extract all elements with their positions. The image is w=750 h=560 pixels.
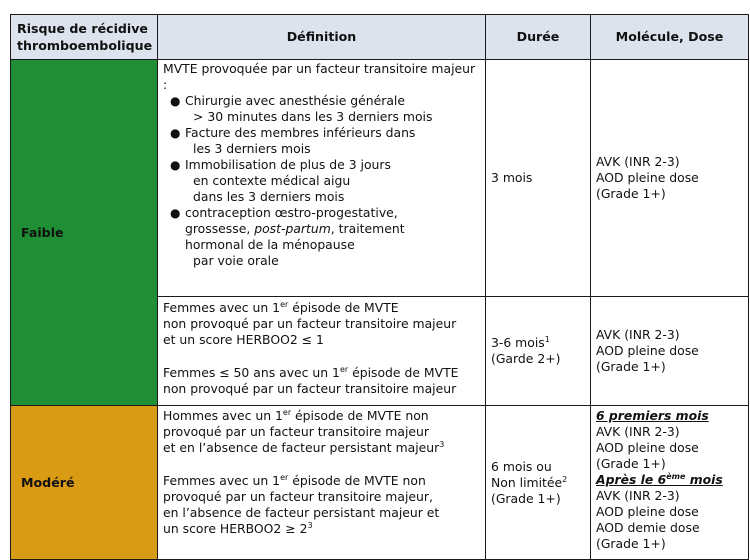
low-bullet-list: [163, 93, 480, 269]
bullet-icon: ●: [170, 206, 181, 220]
bullet-icon: ●: [170, 126, 181, 140]
table-row-low-1: [11, 60, 749, 297]
header-row: [11, 15, 749, 60]
after-six-months-heading: Après le 6ème mois: [596, 471, 723, 487]
first-six-months-heading: 6 premiers mois: [596, 408, 709, 423]
molecule-moderate: 6 premiers mois AVK (INR 2-3) AOD pleine dose (Grade 1+) Après le 6ème mois AVK (INR 2-3) AOD pleine dose AOD demie dose (Grade 1+): [591, 406, 749, 560]
category-moderate: Modéré: [11, 406, 158, 560]
definition-low-unprovoked-women: Femmes avec un 1er épisode de MVTE non provoqué par un facteur transitoire majeur et un score HERBOO2 ≤ 1 Femmes ≤ 50 ans avec un 1er épisode de MVTE non provoqué par un facteur transitoire majeur: [158, 297, 486, 406]
treatment-duration-table: [10, 14, 749, 560]
low-intro: MVTE provoquée par un facteur transitoire majeur :: [163, 61, 476, 92]
list-item: ● Chirurgie avec anesthésie générale > 30 minutes dans les 3 derniers mois: [170, 93, 433, 124]
list-item: ● contraception œstro-progestative, grossesse, post-partum, traitement hormonal de la ménopause par voie orale: [170, 205, 405, 268]
duree-moderate: 6 mois ou Non limitée$^2$ (Grade 1+): [486, 406, 591, 560]
header-definition: Définition: [158, 15, 486, 60]
duree-low-1: 3 mois: [486, 60, 591, 297]
definition-moderate: Hommes avec un 1er épisode de MVTE non provoqué par un facteur transitoire majeur et en l’absence de facteur persistant majeur$^3$ Femmes avec un 1er épisode de MVTE non provoqué par un facteur transitoire majeur, en l’absence de facteur persistant majeur et un score HERBOO2 ≥ $2^3$: [158, 406, 486, 560]
duree-low-2: 3-6 mois$^1$ (Garde 2+): [486, 297, 591, 406]
header-risk: Risque de récidive thromboembolique: [11, 15, 158, 60]
molecule-low-2: AVK (INR 2-3) AOD pleine dose (Grade 1+): [591, 297, 749, 406]
molecule-low-1: AVK (INR 2-3) AOD pleine dose (Grade 1+): [591, 60, 749, 297]
definition-low-provoked: [158, 60, 486, 297]
table-row-moderate: [11, 406, 749, 560]
category-low: Faible: [11, 60, 158, 406]
list-item: ● Facture des membres inférieurs dans les 3 derniers mois: [170, 125, 416, 156]
bullet-icon: ●: [170, 158, 181, 172]
header-molecule: Molécule, Dose: [591, 15, 749, 60]
list-item: ● Immobilisation de plus de 3 jours en contexte médical aigu dans les 3 derniers mois: [170, 157, 391, 204]
header-duree: Durée: [486, 15, 591, 60]
bullet-icon: ●: [170, 94, 181, 108]
